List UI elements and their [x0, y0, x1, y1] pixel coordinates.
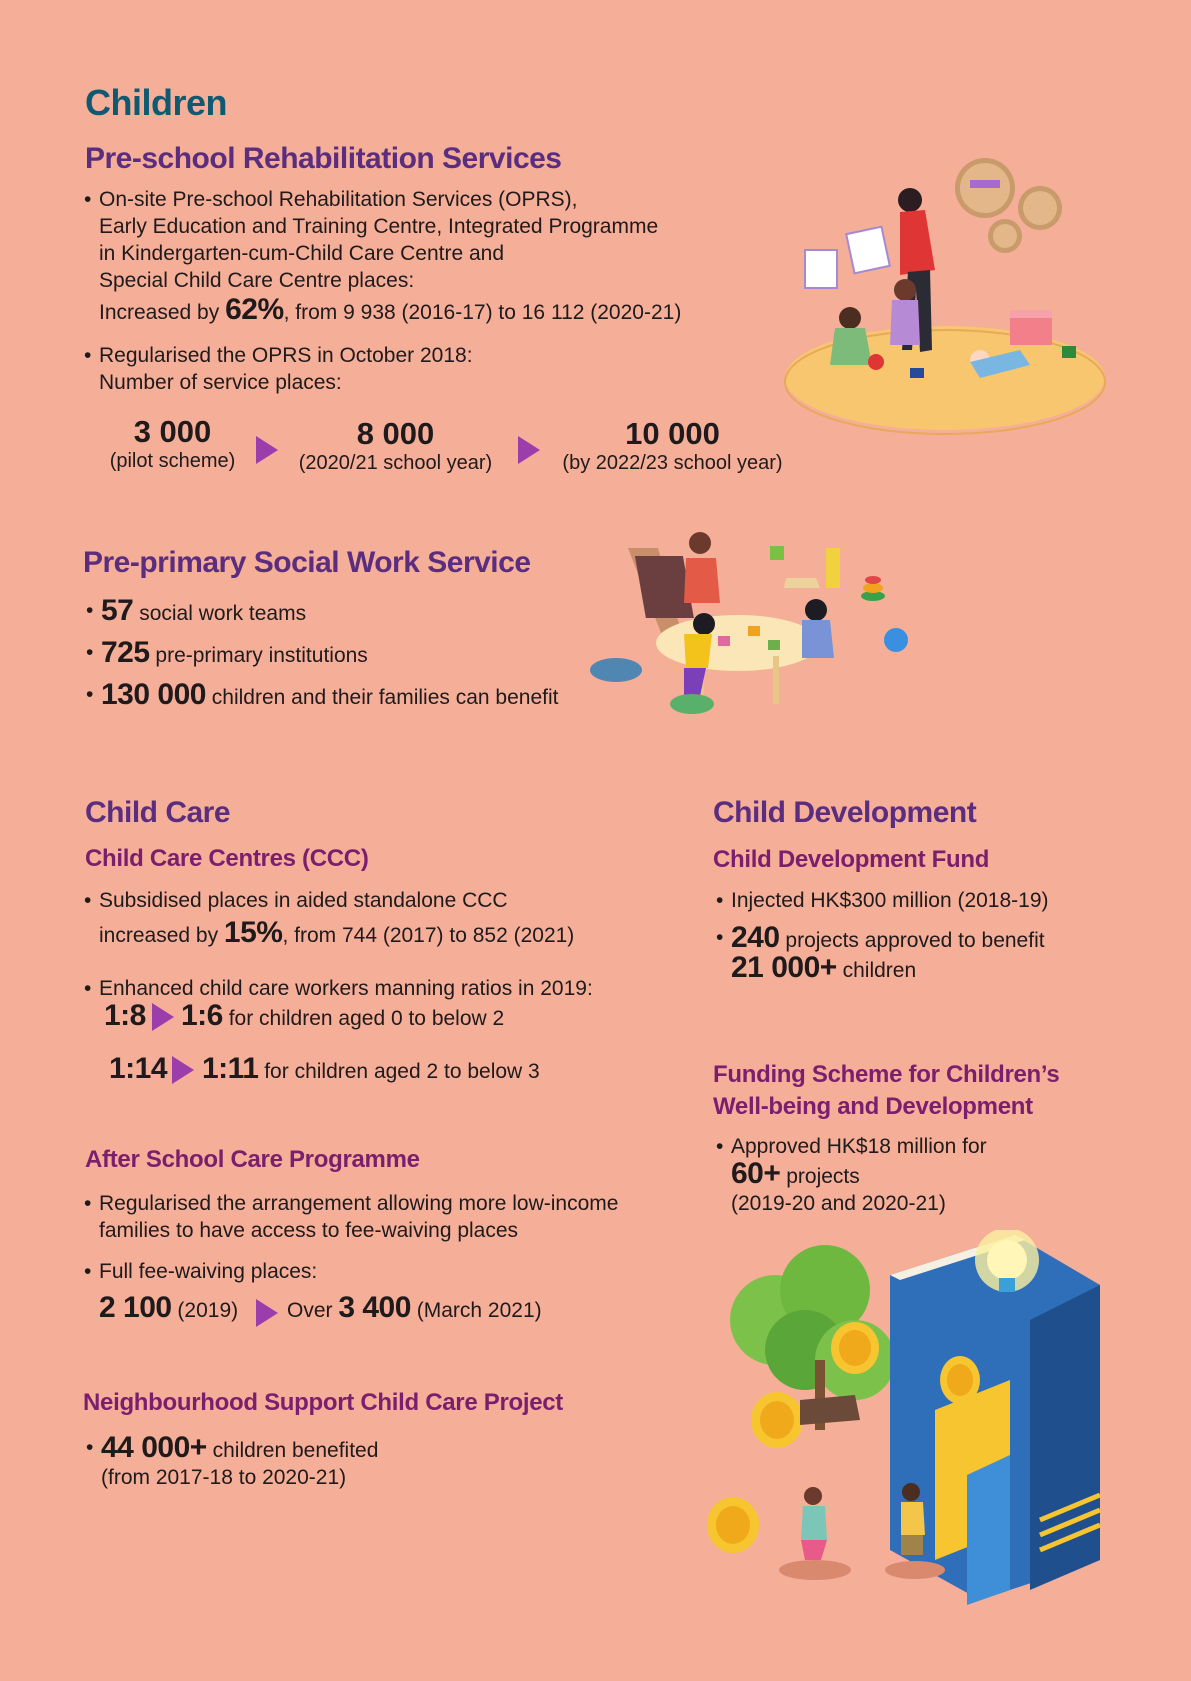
asc-arrow-icon	[256, 1299, 278, 1327]
fund-bullet	[731, 1133, 987, 1217]
item-text: social work teams	[133, 602, 307, 625]
cdf-heading: Child Development Fund	[713, 846, 990, 873]
fund-period: (2019-20 and 2020-21)	[731, 1192, 946, 1215]
preprimary-item-2	[101, 636, 368, 669]
oprs-line-2: Number of service places:	[99, 371, 342, 394]
nsccp-text: children benefited	[206, 1439, 379, 1462]
nsccp-heading: Neighbourhood Support Child Care Project	[83, 1389, 564, 1416]
nsccp-bullet	[101, 1431, 379, 1491]
nsccp-period: (from 2017-18 to 2020-21)	[101, 1466, 347, 1489]
ccc-prefix: increased by	[99, 924, 224, 947]
cdf-children-value: 21 000+	[731, 951, 837, 984]
ccc-value: 15%	[223, 916, 283, 949]
fund-heading-line-2: Well-being and Development	[713, 1093, 1033, 1120]
step-2022	[550, 416, 795, 475]
preschool-rehab-illustration	[780, 150, 1110, 435]
step-value: 10 000	[625, 416, 720, 451]
ccc-suffix: , from 744 (2017) to 852 (2021)	[282, 924, 575, 947]
asc-from-label: (2019)	[171, 1299, 239, 1322]
item-value: 57	[101, 594, 134, 627]
asc-to-value: 3 400	[338, 1291, 411, 1324]
childcare-heading: Child Care	[85, 796, 231, 829]
step-arrow-icon	[518, 436, 540, 464]
step-label: (pilot scheme)	[109, 450, 236, 472]
ratio-text: for children aged 2 to below 3	[258, 1060, 540, 1083]
preschool-line-2: Early Education and Training Centre, Integrated Programme	[99, 215, 659, 238]
step-2020	[288, 416, 503, 475]
cdf-injected: • Injected HK$300 million (2018-19)	[731, 887, 1049, 914]
asc-bullet-2: • Full fee-waiving places:	[99, 1258, 317, 1285]
ccc-line-1: • Subsidised places in aided standalone CCC	[99, 889, 508, 912]
asc-from	[99, 1291, 239, 1324]
development-illustration	[705, 1230, 1105, 1610]
development-heading: Child Development	[713, 796, 977, 829]
fund-approved: • Approved HK$18 million for	[731, 1135, 987, 1158]
page-title: Children	[85, 82, 228, 123]
ccc-bullet	[99, 887, 508, 914]
ratio-arrow-icon	[172, 1056, 194, 1084]
item-value: 725	[101, 636, 150, 669]
step-label: (by 2022/23 school year)	[562, 452, 783, 474]
asc-to-label: (March 2021)	[410, 1299, 542, 1322]
ratio-row-1	[104, 999, 146, 1032]
ratio-from: 1:8	[104, 999, 146, 1032]
ratio-row-1-to	[181, 999, 505, 1032]
asc-from-value: 2 100	[99, 1291, 172, 1324]
increase-prefix: Increased by	[99, 301, 226, 324]
ccc-increase	[99, 916, 575, 949]
item-text: children and their families can benefit	[205, 686, 559, 709]
cdf-children-text: children	[836, 959, 917, 982]
step-arrow-icon	[256, 436, 278, 464]
preschool-line-1: • On-site Pre-school Rehabilitation Services (OPRS),	[99, 188, 578, 211]
step-value: 8 000	[356, 416, 435, 451]
ratio-row-2	[109, 1052, 168, 1085]
ratio-text: for children aged 0 to below 2	[222, 1007, 505, 1030]
ccc-heading: Child Care Centres (CCC)	[85, 845, 369, 872]
preschool-line-3: in Kindergarten-cum-Child Care Centre and	[99, 242, 505, 265]
asc-line-2: families to have access to fee-waiving places	[99, 1219, 519, 1242]
step-label: (2020/21 school year)	[298, 452, 493, 474]
cdf-value: 240	[731, 921, 780, 954]
ratio-arrow-icon	[152, 1003, 174, 1031]
preprimary-item-1	[101, 594, 307, 627]
fund-heading	[713, 1059, 1059, 1123]
preschool-bullet-1	[99, 186, 658, 294]
ratio-from: 1:14	[109, 1052, 168, 1085]
item-value: 130 000	[101, 678, 206, 711]
preschool-line-4: Special Child Care Centre places:	[99, 269, 415, 292]
ratio-to: 1:6	[181, 999, 223, 1032]
preschool-bullet-2	[99, 342, 473, 396]
ratio-to: 1:11	[202, 1052, 259, 1085]
oprs-line-1: • Regularised the OPRS in October 2018:	[99, 344, 473, 367]
preschool-heading: Pre-school Rehabilitation Services	[85, 142, 562, 175]
step-value: 3 000	[133, 414, 212, 449]
asc-over: Over	[287, 1299, 339, 1322]
ratio-row-2-to	[202, 1052, 540, 1085]
preschool-increase	[99, 293, 682, 326]
item-text: pre-primary institutions	[149, 644, 368, 667]
preprimary-item-3	[101, 678, 559, 711]
fund-value: 60+	[731, 1157, 781, 1190]
asc-to	[287, 1291, 542, 1324]
asc-heading: After School Care Programme	[85, 1146, 420, 1173]
cdf-text: projects approved to benefit	[779, 929, 1045, 952]
preprimary-heading: Pre-primary Social Work Service	[83, 546, 531, 579]
increase-value: 62%	[225, 293, 284, 326]
preprimary-illustration	[588, 528, 918, 723]
asc-line-1: • Regularised the arrangement allowing more low-income	[99, 1192, 619, 1215]
cdf-projects	[731, 921, 1045, 984]
nsccp-value: 44 000+	[101, 1431, 207, 1464]
ratio-intro: • Enhanced child care workers manning ratios in 2019:	[99, 975, 593, 1002]
fund-heading-line-1: Funding Scheme for Children’s	[713, 1061, 1060, 1088]
asc-bullet-1	[99, 1190, 618, 1244]
fund-text: projects	[780, 1165, 860, 1188]
step-pilot	[100, 414, 245, 473]
increase-suffix: , from 9 938 (2016-17) to 16 112 (2020-21)	[283, 301, 682, 324]
